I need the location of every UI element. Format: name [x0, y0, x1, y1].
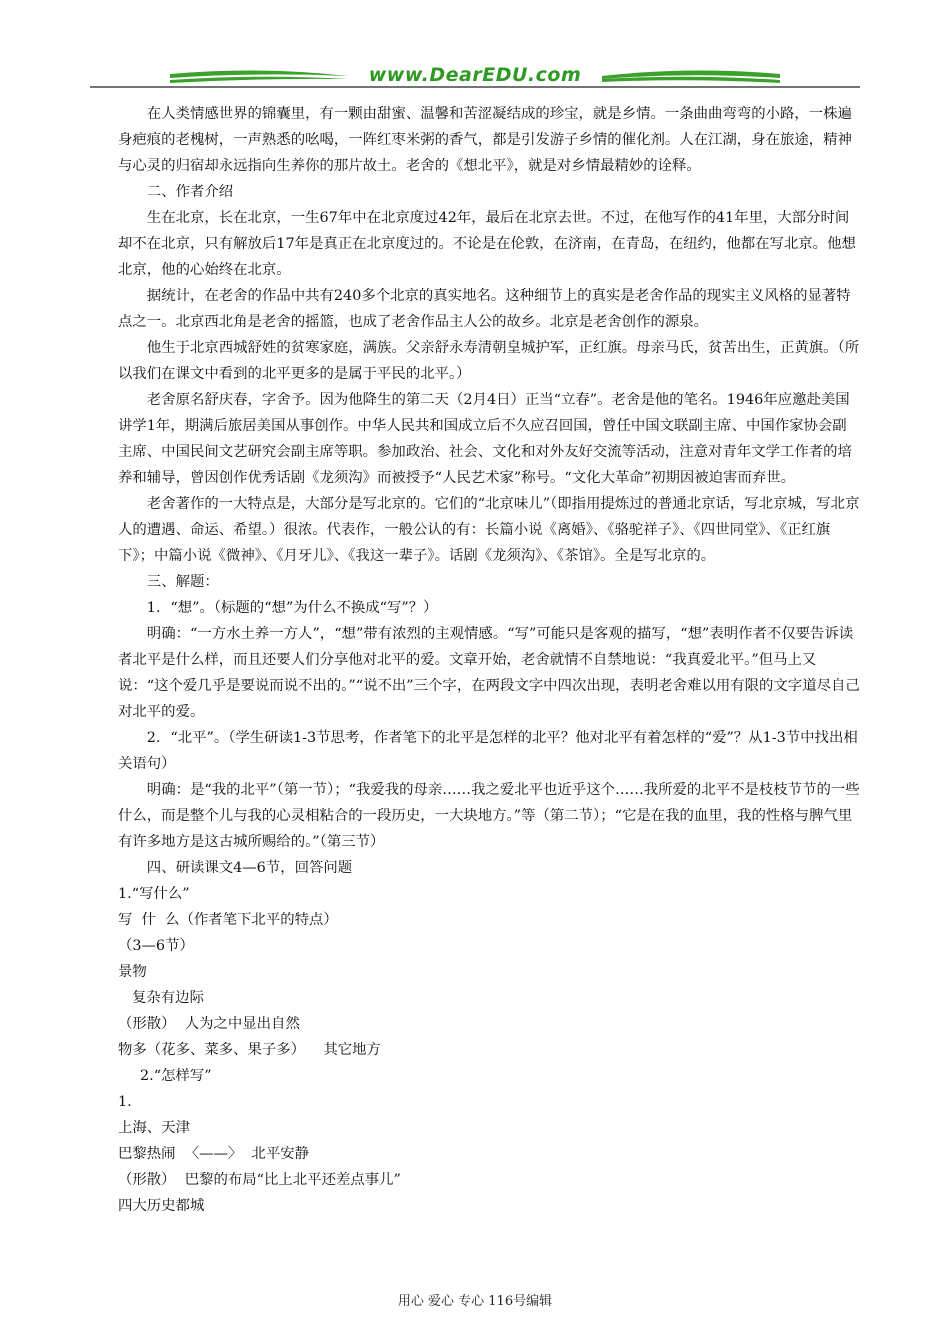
- paragraph: 他生于北京西城舒姓的贫寒家庭，满族。父亲舒永寿清朝皇城护军，正红旗。母亲马氏，贫苦出生，正黄旗。（所以我们在课文中看到的北平更多的是属于平民的北平。）: [118, 340, 860, 382]
- list-line: 写 什 么（作者笔下北平的特点）: [118, 912, 338, 928]
- list-line: 巴黎热闹 〈——〉 北平安静: [118, 1146, 309, 1162]
- list-line: （3—6节）: [118, 938, 194, 954]
- list-line: 2.“怎样写”: [140, 1068, 212, 1084]
- list-line: 景物: [118, 964, 147, 980]
- section-heading: 四、研读课文4—6节，回答问题: [146, 860, 353, 876]
- list-line: 上海、天津: [118, 1120, 190, 1136]
- list-line: 物多（花多、菜多、果子多） 其它地方: [118, 1042, 381, 1058]
- paragraph: 老舍原名舒庆春，字舍予。因为他降生的第二天（2月4日）正当“立春”。老舍是他的笔名。1946年应邀赴美国讲学1年，期满后旅居美国从事创作。中华人民共和国成立后不久应召回国，曾任中国文联副主席、中国作家协会副主席、中国民间文艺研究会副主席等职。参加政治、社会、文化和对外友好交流等活动，注意对青年文学工作者的培养和辅导，曾因创作优秀话剧《龙须沟》而被授予“人民艺术家”称号。“文化大革命”初期因被迫害而弃世。: [118, 392, 852, 486]
- list-line: 复杂有边际: [132, 990, 204, 1006]
- section-heading: 二、作者介绍: [146, 184, 234, 200]
- paragraph: 在人类情感世界的锦囊里，有一颗由甜蜜、温馨和苦涩凝结成的珍宝，就是乡情。一条曲曲弯弯的小路，一株遍身疤痕的老槐树，一声熟悉的吆喝，一阵红枣米粥的香气，都是引发游子乡情的催化剂。人在江湖，身在旅途，精神与心灵的归宿却永远指向生养你的那片故土。老舍的《想北平》，就是对乡情最精妙的诠释。: [118, 106, 852, 174]
- list-line: （形散） 巴黎的布局“比上北平还差点事儿”: [118, 1172, 401, 1188]
- list-line: （形散） 人为之中显出自然: [118, 1016, 300, 1032]
- page-header: [90, 62, 860, 92]
- document-body: [118, 101, 860, 1219]
- paragraph: 老舍著作的一大特点是，大部分是写北京的。它们的“北京味儿”（即指用提炼过的普通北京话，写北京城，写北京人的遭遇、命运、希望。）很浓。代表作，一般公认的有：长篇小说《离婚》、《骆驼祥子》、《四世同堂》、《正红旗下》；中篇小说《微神》、《月牙儿》、《我这一辈子》。话剧《龙须沟》、《茶馆》。全是写北京的。: [118, 496, 860, 564]
- paragraph: 明确：是“我的北平”（第一节）；“我爱我的母亲……我之爱北平也近乎这个……我所爱的北平不是枝枝节节的一些什么，而是整个儿与我的心灵相粘合的一段历史，一大块地方。”等（第二节）；“它是在我的血里，我的性格与脾气里有许多地方是这古城所赐给的。”（第三节）: [118, 782, 860, 850]
- paragraph: 生在北京，长在北京，一生67年中在北京度过42年，最后在北京去世。不过，在他写作的41年里，大部分时间却不在北京，只有解放后17年是真正在北京度过的。不论是在伦敦，在济南，在青岛，在纽约，他都在写北京。他想北京，他的心始终在北京。: [118, 210, 856, 278]
- page-footer: 用心 爱心 专心 116号编辑: [397, 1294, 553, 1309]
- paragraph: 据统计，在老舍的作品中共有240多个北京的真实地名。这种细节上的真实是老舍作品的现实主义风格的显著特点之一。北京西北角是老舍的摇篮，也成了老舍作品主人公的故乡。北京是老舍创作的源泉。: [118, 288, 851, 330]
- site-logo-text: www.DearEDU.com: [368, 64, 582, 86]
- list-line: 1.: [118, 1094, 132, 1110]
- paragraph: 明确：“一方水土养一方人”，“想”带有浓烈的主观情感。“写”可能只是客观的描写，“想”表明作者不仅要告诉读者北平是什么样，而且还要人们分享他对北平的爱。文章开始，老舍就情不自禁地说：“我真爱北平。”但马上又说：“这个爱几乎是要说而说不出的。”“说不出”三个字，在两段文字中四次出现，表明老舍难以用有限的文字道尽自己对北平的爱。: [118, 626, 860, 720]
- question: 1．“想”。（标题的“想”为什么不换成“写”？）: [146, 600, 438, 616]
- section-heading: 三、解题：: [146, 574, 219, 590]
- list-line: 1.“写什么”: [118, 886, 190, 902]
- list-line: 四大历史都城: [118, 1198, 205, 1214]
- question: 2．“北平”。（学生研读1-3节思考，作者笔下的北平是怎样的北平？他对北平有着怎样的“爱”？从1-3节中找出相关语句）: [118, 730, 858, 772]
